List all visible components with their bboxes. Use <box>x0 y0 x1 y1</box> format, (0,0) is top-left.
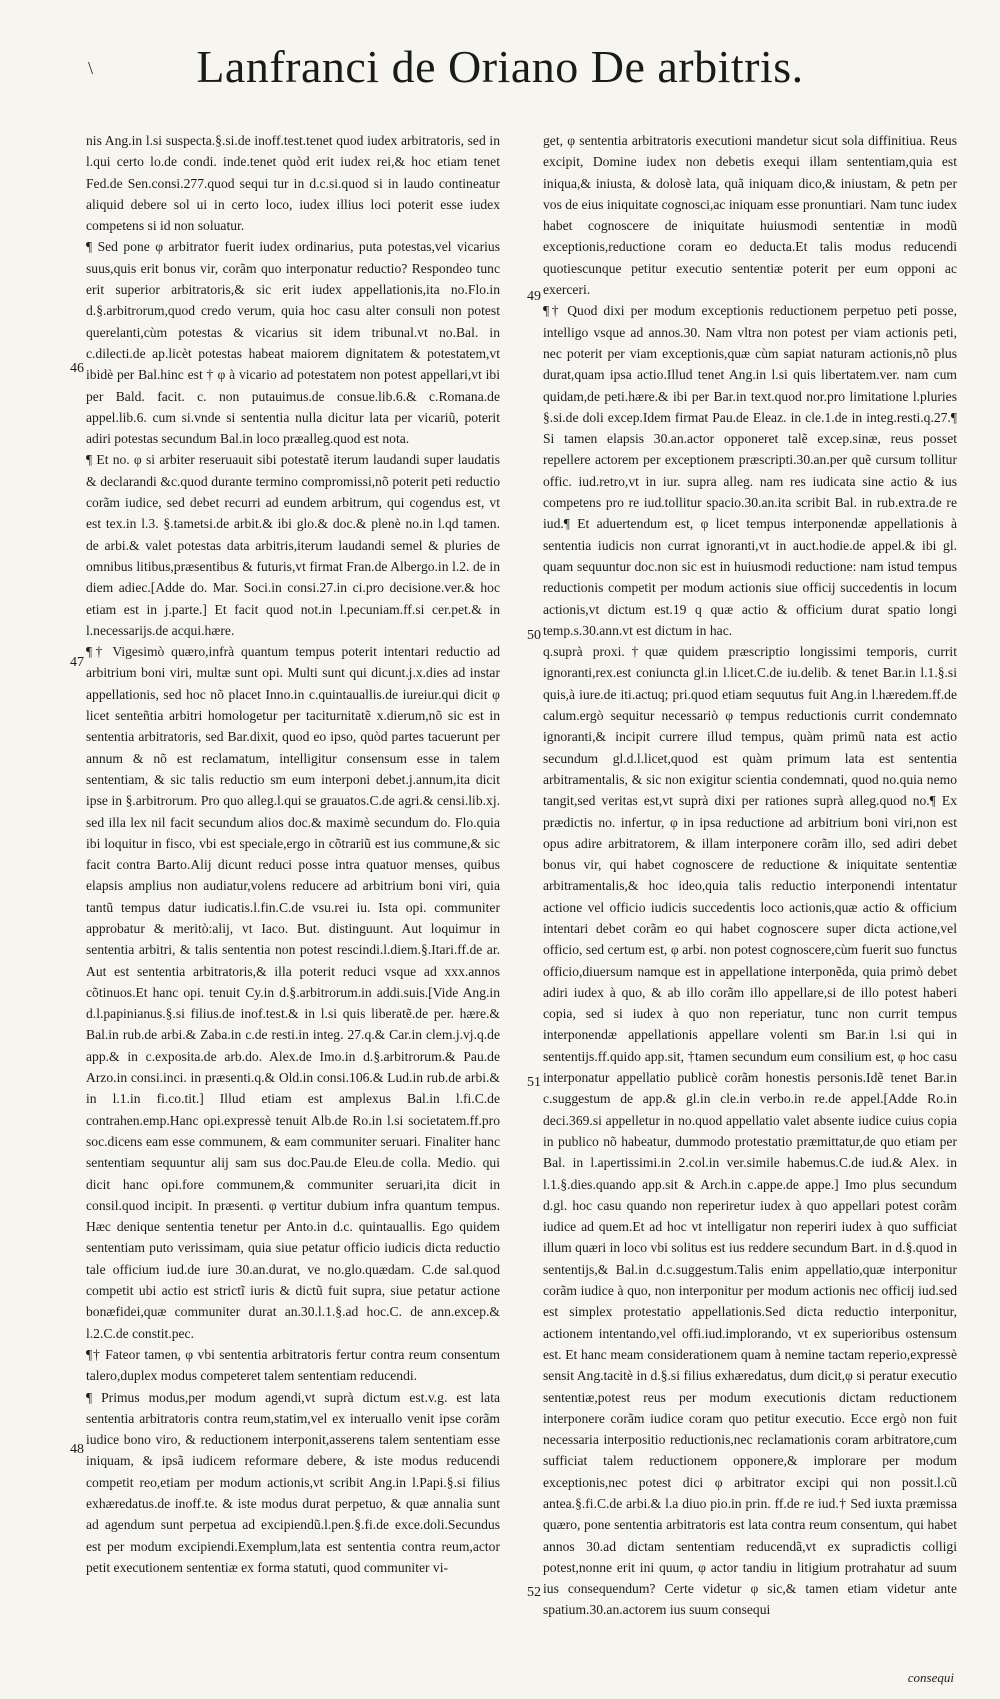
margin-number-46: 46 <box>70 361 84 376</box>
right-paragraph-1: get, φ sententia arbitratoris executioni mandetur sicut sola diffinitiua. Reus excipit, Domine iudex non debetis exequi illam sententiam,quia est iniqua,& iniusta, & dolosè lata, quã iniquam dico,& iniustam, & petn per vos de eius iniquitate cognosci,ac iniquam esse pronuntiari. Nam tunc iudex habet cognoscere de iniquitate huiusmodi sententiæ in modũ exceptionis,reductione coram eo deducta.Et talis modus reducendi quotiescunque petitur executio sententiæ poterit per eum opponi ac exerceri. <box>543 133 957 298</box>
left-paragraph-4: ¶† Vigesimò quæro,infrà quantum tempus poterit intentari reductio ad arbitrium boni viri, multæ sunt opi. Multi sunt qui dicunt.j.x.dies ad instar appellationis, sed hoc nõ placet Inno.in c.quintauallis.de iureiur.qui dicit φ licet senteñtia arbitri homologetur per taciturnitatẽ x.dierum,nõ sic est in sententia arbitratoris, sed Bar.dixit, quod eo ipso, quòd partes tacuerunt per annum & nõ est reclamatum, intelligitur consensum esse in talem sententiam, & sic talis reductio sm eum interponi debet.j.annum,ita dicit ipse in §.arbitrorum. Pro quo alleg.l.qui se grauatos.C.de agri.& censi.lib.xj. sed illa lex nil facit secundum alios doc.& maximè secundum do. Flo.quia ibi loquitur in fisco, vbi est speciale,ergo in cõtrariũ est ius commune,& sic facit contra Barto.Alij dicunt reduci posse intra quatuor menses, quibus elapsis amplius non audiatur,volens reducere ad arbitrium boni viri, quia tantũ tempus datur iudicatis.l.fin.C.de vsu.rei iu. Ista opi. communiter approbatur & meritò:alij, vt Iaco. But. distinguunt. Aut loquimur in sententia arbitri, & talis sententia non potest rescindi.l.diem.§.Itari.ff.de ar. Aut est sententia arbitratoris,& illa poterit reduci vsque ad xxx.annos cõtinuos.Et hanc opi. tenuit Cy.in d.§.arbitrorum.in addi.suis.[Vide Ang.in d.l.papinianus.§.si filius.de inof.test.& in l.si quis liberatẽ.de per. hære.& Bal.in rub.de arbi.& Zaba.in c.de resti.in integ. 27.q.& Car.in clem.j.vj.q.de app.& in c.exposita.de arb.do. Alex.de Imo.in d.§.arbitrorum.& Pau.de Arzo.in consi.inci. in præsenti.q.& Old.in consi.106.& Lud.in rub.de arbi.& in l.1.in fi.co.tit.] Illud etiam est amplexus Bal.in l.fi.C.de contrahen.emp.Hanc opi.expressè tenuit Alb.de Ro.in l.si societatem.ff.pro soc.dicens eam esse communem, & eam communiter seruari. Finaliter hanc sententiam sequuntur alij sam sus doc.Pau.de Eleu.de colla. Medio. qui dicit hanc opi.fore communem,& communiter seruari,ita dicit in consil.quod incipit. In præsenti. φ vertitur dubium infra quantum tempus. Hæc denique sententia tenetur per Anto.in d.c. quintauallis. Ego quidem sententiam puto verissimam, quia siue petatur officio iudicis dicta reductio tale officium iud.de iure 30.an.durat, ve no.glo.quædam. C.de sal.quod competit ubi actio est strictĩ iuris & dictũ fuit supra, siue petatur actione bonæfidei,quæ communiter durat an.30.l.1.§.ad hoc.C. de ann.excep.& l.2.C.de constit.pec. <box>86 644 500 1341</box>
right-column <box>543 130 957 1675</box>
margin-number-48: 48 <box>70 1442 84 1457</box>
corner-mark: \ <box>88 58 94 78</box>
left-paragraph-3: ¶ Et no. φ si arbiter reseruauit sibi potestatẽ iterum laudandi super laudatis & declarandi &c.quod durante termino compromissi,nõ poterit peti reductio corãm iudice, sed debet recurri ad eundem arbitrum, qui cogendus est, vt est tex.in l.3. §.tametsi.de arbit.& ibi glo.& doc.& plenè no.in l.qd tamen. de arbi.& valet potestas data arbitris,iterum laudandi semel & pluries de omnibus litibus,præsentibus & futuris,vt firmat Fran.de Albergo.in l.2. de in diem adiec.[Adde do. Mar. Soci.in consi.27.in ci.pro decisione.ver.& hoc etiam est in j.parte.] Et facit quod not.in l.pecuniam.ff.si cer.pet.& in l.necessarijs.de acqui.hære. <box>86 452 500 638</box>
left-paragraph-2: ¶ Sed pone φ arbitrator fuerit iudex ordinarius, puta potestas,vel vicarius suus,quis erit bonus vir, corãm quo interponatur reductio? Respondeo tunc erit superior arbitratoris,& sic erit iudex appellationis,ita no.Flo.in d.§.arbitrorum,quod credo verum, quia hoc casu alter consuli non potest querelanti,cùm potestas & vicarius sit idem tribunal.vt no.Bal. in c.dilecti.de ap.licèt potestas habeat maiorem dignitatem & potestatem,vt ibidè per Bal.hinc est † φ à vicario ad potestatem non potest appellari,vt ibi per Bald. facit. c. non putauimus.de consue.lib.6.& c.Romana.de appel.lib.6. cum si.vnde si sententia nulla dicitur lata per vicariũ, poterit adiri potestas secundum Bal.in loco præalleg.quod est nota. <box>86 239 500 447</box>
margin-number-47: 47 <box>70 655 84 670</box>
margin-number-52: 52 <box>527 1585 541 1600</box>
margin-number-49: 49 <box>527 289 541 304</box>
margin-number-51: 51 <box>527 1075 541 1090</box>
right-paragraph-3: q.suprà proxi.†quæ quidem præscriptio longissimi temporis, currit ignoranti,rex.est coniuncta gl.in l.licet.C.de iu.delib. & tenet Bar.in l.1.§.si quis,à iure.de iti.actuq; pri.quod etiam sequutus fuit Ang.in l.hæredem.ff.de calum.ergò sequitur necessariò φ tempus reductionis currit condemnato ignoranti,& incipit currere illud tempus, quàm primũ nata est actio secundum gl.d.l.licet,quod est quàm primum lata est sententia arbitramentalis, & sic non exigitur scientia condemnati, quod no.quia nemo tangit,sed veritas est,vt suprà dixi per rationes suprà alleg.quod no.¶ Ex prædictis no. infertur, φ in ipsa reductione ad arbitrium boni viri,non est opus adire arbitratorem, & illam interponere corãm illo, sed adiri debet bonus vir, qui habet cognoscere de reductione & iniquitate sententiæ arbitramentalis,& hoc ideo,quia talis reductio interponendi intentatur actione vel officio iudicis succedentis loco actionis,quæ actio & officium intentari debet corãm eo qui habet cognoscere super dicta actione,vel officio, sed certum est, φ arbi. non potest cognoscere,cùm fuerit suo functus officio,diuersum namque est in appellatione interponẽda, quia primò debet adiri iudex à quo, & ab illo corãm illo appellare,si de illo potest haberi copia, sed si iudex à quo non reperiatur, tunc non currit tempus interponendæ appellationis appellare volenti sm Bar.in l.si qui in sententijs.ff.quido app.sit, †tamen secundum eum consilium est, φ hoc casu interponatur appellatio publicè corãm honestis personis.Idẽ tenet Bar.in c.suggestum de app.& gl.in cle.in verbo.in re.de appel.[Adde Ro.in deci.369.si appelletur in no.quod appellatio valet absente iudice cuius copia in publico nõ habeatur, dummodo protestatio præmittatur,de quo etiam per Bal. in l.apertissimi.in 2.col.in ver.simile habemus.C.de iud.& Alex. in l.1.§.dies.quando app.sit & Arch.in c.appe.de appe.] Imo plus secundum d.gl. hoc casu quando non reperiretur iudex à quo appellari potest corãm iudice ad quem.Et ad hoc vt intelligatur non reperiri iudex à quo sufficiat illum quæri in loco vbi solitus est ius reddere secundum Bart. in d.§.quod in sententijs,& Bal.in d.c.suggestum.Talis enim appellatio,quæ interponitur corãm iudice à quo, non interponitur per modum actionis nec officij iud.sed est simplex protestatio appellationis.Sed dicta reductio interponitur, actionem intentando,vel offi.iud.implorando, vt ex superioribus ostensum est. Et hanc meam considerationem quam à nemine tactam reperio,expressè sensit Ang.tacitè in d.§.si filius exhæredatus, dum dicit,φ si peratur executio sententiæ,potest reus per modum executionis dictam reductionem interponere corãm iudice coram quo petitur executio. Ecce ergò non fuit necessaria interpositio reductionis,nec reclamationis coram arbitratore,cum sufficiat talem reductionem opponere,& implorare per modum exceptionis,nec potest dici φ arbitrator excipi qui non possit.l.cũ antea.§.fi.C.de arbi.& l.a diuo pio.in prin. ff.de re iud.† Sed iuxta præmissa quæro, pone sententia arbitratoris est lata contra reum consentum, qui habet annos 30.ad dictam sententiam reducendã,vt ex supradictis colligi potest,nonne erit ini quum, φ actor tandiu in litigium protrahatur ad suum ius consequendum? Certe videtur φ sic,& tamen etiam videtur ante spatium.30.an.actorem ius suum consequi <box>543 644 957 1618</box>
left-column <box>86 130 500 1675</box>
catchword: consequi <box>907 1670 954 1685</box>
running-title: Lanfranci de Oriano De arbitris. <box>196 41 804 92</box>
left-paragraph-1: nis Ang.in l.si suspecta.§.si.de inoff.test.tenet quod iudex arbitratoris, sed in l.qui certo lo.de condi. inde.tenet quòd erit iudex rei,& hoc etiam tenet Fed.de Sen.consi.277.quod sequi tur in d.c.si.quod si in laudo contineatur aliquid debere sol ui in certo loco, iudex illius loci poterit esse iudex competens si id non soluatur. <box>86 133 500 234</box>
right-paragraph-2: ¶† Quod dixi per modum exceptionis reductionem perpetuo peti posse, intelligo vsque ad annos.30. Nam vltra non potest per viam actionis peti, nec poterit per viam exceptionis,quæ cùm sapiat naturam actionis,nõ plus durat,quam ipsa actio.Illud tenet Ang.in l.si quis libertatem.ver. nam cum quidam,de peti.hære.& ibi per Bar.in text.quod nor.pro limitatione l.pluries §.si.de doli excep.Idem firmat Pau.de Eleaz. in cle.1.de in integ.resti.q.27.¶ Si tamen elapsis 30.an.actor opponeret talẽ excep.sinæ, reus posset repellere actorem per exceptionem præscripti.30.an.per quẽ cursum tollitur offic. iud.retro,vt in iur. supra alleg. nam res iudicata sine actio & ius competens pro re iud.tollitur spacio.30.an.ita scribit Bal. in rub.extra.de re iud.¶ Et aduertendum est, φ licet tempus interponendæ appellationis à sententia iudicis non currat ignoranti,vt in auct.hodie.de appel.& ibi gl. quam sequuntur doc.non sic est in huiusmodi reductione: nam istud tempus reductionis competit per modum actionis siue officij succedentis in locum actionis,vt dictum est.19 q quæ actio & officium durat spatio longi temp.s.30.ann.vt est dictum in hac. <box>543 303 957 638</box>
left-paragraph-5: ¶† Fateor tamen, φ vbi sententia arbitratoris fertur contra reum consentum talero,duplex modus competeret talem sententiam reducendi. <box>86 1346 500 1384</box>
left-paragraph-6: ¶ Primus modus,per modum agendi,vt suprà dictum est.v.g. est lata sententia arbitratoris contra reum,statim,vel ex interuallo venit ipse corãm iudice bono viro, & reductionem interponit,asserens talem sententiam esse iniquam, & ipsã iudicem reformare debere, & iste modus reducendi competit reo,etiam per modum actionis,vt scribit Ang.in l.Papi.§.si filius exhæredatus.de inoff.te. & iste modus durat perpetuo, & quæ annalia sunt ad agendum sunt perpetua ad excipiendũ.l.pen.§.fi.de exce.doli.Secundus est per modum excipiendi.Exemplum,lata est sententia contra reum,actor petit executionem sententiæ ex forma statuti, quod communiter vi- <box>86 1389 500 1575</box>
margin-number-50: 50 <box>527 628 541 643</box>
